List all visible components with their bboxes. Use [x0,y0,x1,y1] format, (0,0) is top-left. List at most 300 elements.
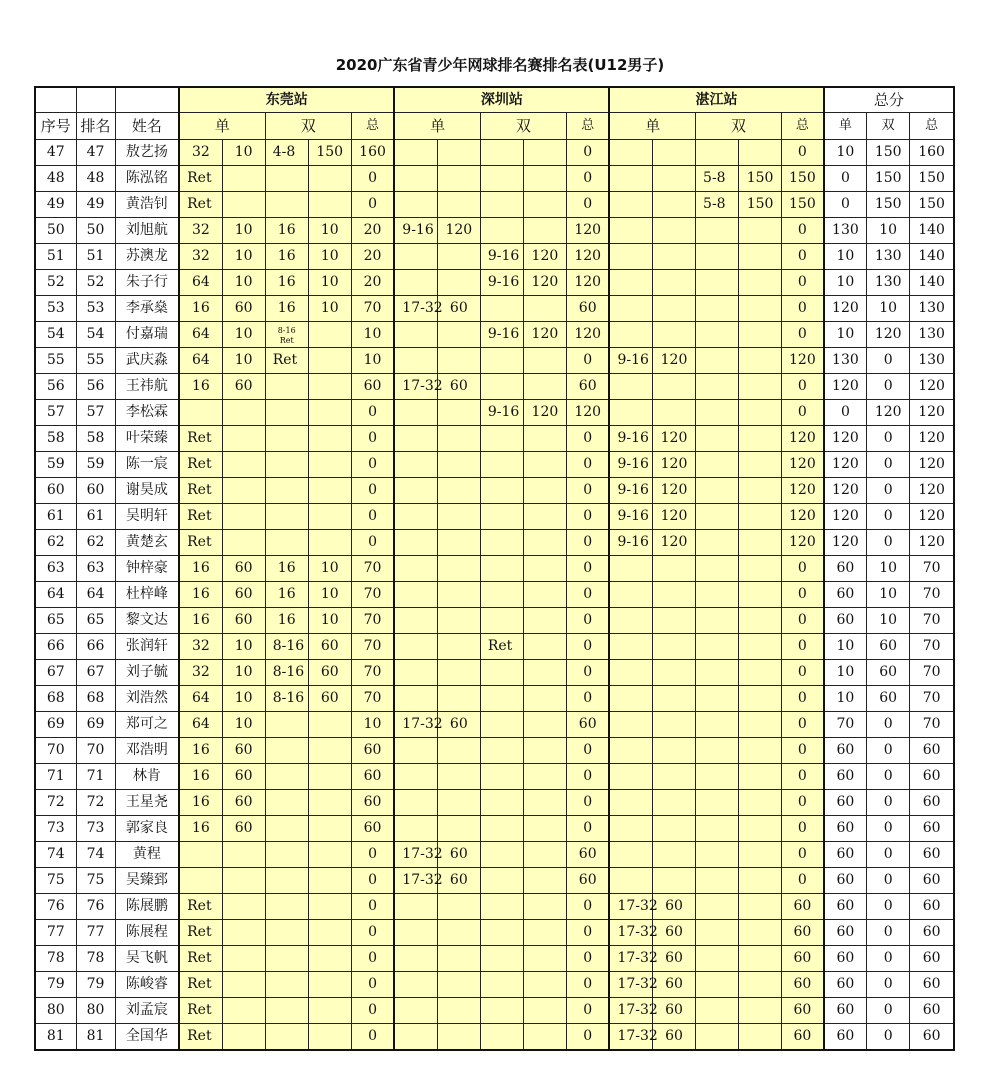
total-double-cell: 10 [867,296,910,322]
total-sum-cell: 140 [910,218,954,244]
shenzhen-single-place-cell [394,894,437,920]
dongguan-single-points-cell [222,426,265,452]
shenzhen-single-place-cell [394,504,437,530]
zhanjiang-double-points-cell [739,556,782,582]
shenzhen-single-points-cell [437,790,480,816]
zhanjiang-single-points-cell [653,660,696,686]
rank-cell: 61 [76,504,115,530]
rank-cell: 70 [76,738,115,764]
dongguan-single-points-cell: 60 [222,608,265,634]
dongguan-double-points-cell [308,946,351,972]
shenzhen-double-points-cell [523,712,566,738]
total-double-cell: 150 [867,140,910,166]
shenzhen-single-points-cell [437,738,480,764]
shenzhen-sum-cell: 0 [566,816,609,842]
dongguan-sum-cell: 0 [351,400,394,426]
dongguan-double-points-cell: 60 [308,686,351,712]
zhanjiang-double-place-cell [696,868,739,894]
total-single-cell: 130 [824,348,867,374]
shenzhen-double-place-cell [480,998,523,1024]
total-double-cell: 130 [867,270,910,296]
dongguan-double-place-cell [265,400,308,426]
table-row [35,868,954,894]
zhanjiang-single-place-cell [609,582,652,608]
zhanjiang-double-points-cell [739,738,782,764]
shenzhen-single-place-cell [394,608,437,634]
total-sum-cell: 150 [910,192,954,218]
zhanjiang-single-place-cell: 9-16 [609,504,652,530]
rank-cell: 60 [76,478,115,504]
total-single-cell: 60 [824,738,867,764]
seq-cell: 78 [35,946,76,972]
zhanjiang-sum-cell: 0 [782,712,824,738]
name-cell: 陈一宸 [115,452,179,478]
total-single-cell: 0 [824,192,867,218]
zhanjiang-double-place-cell [696,582,739,608]
total-sum-cell: 60 [910,1024,954,1051]
shenzhen-single-points-cell [437,452,480,478]
dongguan-double-points-cell: 10 [308,296,351,322]
rank-cell: 50 [76,218,115,244]
dongguan-sum-cell: 0 [351,842,394,868]
dongguan-double-points-cell: 10 [308,582,351,608]
dongguan-sum-cell: 0 [351,504,394,530]
shenzhen-sum-cell: 120 [566,322,609,348]
seq-cell: 65 [35,608,76,634]
table-row [35,790,954,816]
total-single-cell: 60 [824,894,867,920]
zhanjiang-sum-cell: 0 [782,660,824,686]
shenzhen-double-place-cell [480,972,523,998]
seq-cell: 62 [35,530,76,556]
dongguan-sum-cell: 0 [351,1024,394,1051]
dongguan-single-points-cell: 60 [222,764,265,790]
shenzhen-single-place-cell [394,764,437,790]
shenzhen-double-points-cell: 120 [523,270,566,296]
dongguan-double-place-cell: 16 [265,296,308,322]
shenzhen-double-points-cell [523,218,566,244]
total-single-cell: 0 [824,400,867,426]
name-cell: 黄程 [115,842,179,868]
shenzhen-single-place-cell [394,348,437,374]
shenzhen-single-place-cell [394,478,437,504]
table-row [35,998,954,1024]
shenzhen-single-place-cell [394,972,437,998]
table-row [35,478,954,504]
total-double-header: 双 [867,113,910,140]
dongguan-double-place-cell [265,868,308,894]
zhanjiang-single-points-cell [653,140,696,166]
dongguan-double-points-cell: 10 [308,556,351,582]
rank-cell: 51 [76,244,115,270]
shenzhen-single-place-cell [394,790,437,816]
zhanjiang-sum-cell: 60 [782,946,824,972]
rank-cell: 69 [76,712,115,738]
shenzhen-sum-cell: 0 [566,608,609,634]
dongguan-double-place-cell [265,712,308,738]
rank-cell: 75 [76,868,115,894]
table-row [35,582,954,608]
seq-header: 序号 [35,113,76,140]
shenzhen-sum-cell: 0 [566,686,609,712]
seq-cell: 76 [35,894,76,920]
seq-cell: 50 [35,218,76,244]
shenzhen-double-place-cell [480,660,523,686]
total-single-cell: 120 [824,452,867,478]
table-row [35,374,954,400]
zhanjiang-single-place-cell [609,192,652,218]
dongguan-double-place-cell [265,816,308,842]
zhanjiang-double-place-cell [696,556,739,582]
shenzhen-double-points-cell [523,738,566,764]
dongguan-single-place-cell: Ret [179,166,222,192]
dongguan-single-points-cell [222,192,265,218]
dongguan-double-place-cell: 8-16 Ret [265,322,308,348]
shenzhen-double-points-cell [523,348,566,374]
name-cell: 陈峻睿 [115,972,179,998]
name-cell: 苏澳龙 [115,244,179,270]
total-sum-cell: 150 [910,166,954,192]
zhanjiang-single-points-cell [653,270,696,296]
dongguan-single-place-cell: 16 [179,582,222,608]
zhanjiang-single-points-cell [653,556,696,582]
zhanjiang-double-place-cell: 5-8 [696,192,739,218]
dongguan-sum-cell: 0 [351,166,394,192]
total-double-cell: 0 [867,452,910,478]
seq-cell: 56 [35,374,76,400]
shenzhen-single-place-cell: 17-32 [394,374,437,400]
total-double-cell: 130 [867,244,910,270]
dongguan-sum-cell: 60 [351,764,394,790]
zhanjiang-double-points-cell [739,660,782,686]
shenzhen-double-place-cell: Ret [480,634,523,660]
zhanjiang-double-place-cell [696,530,739,556]
dongguan-single-points-cell [222,1024,265,1051]
name-cell: 朱子行 [115,270,179,296]
seq-cell: 69 [35,712,76,738]
zhanjiang-double-points-cell [739,296,782,322]
zhanjiang-single-place-cell [609,738,652,764]
header-corner-3 [115,87,179,113]
dongguan-single-place-cell: 64 [179,270,222,296]
shenzhen-double-place-cell [480,296,523,322]
zhanjiang-sum-cell: 120 [782,348,824,374]
dongguan-single-place-cell: Ret [179,972,222,998]
shenzhen-double-place-cell [480,556,523,582]
dongguan-sum-cell: 0 [351,452,394,478]
zhanjiang-single-points-cell [653,712,696,738]
shenzhen-single-place-cell [394,452,437,478]
zhanjiang-double-place-cell [696,660,739,686]
shenzhen-sum-cell: 60 [566,712,609,738]
zhanjiang-single-points-cell: 60 [653,1024,696,1051]
shenzhen-single-points-cell [437,270,480,296]
total-sum-cell: 70 [910,634,954,660]
shenzhen-sum-cell: 120 [566,218,609,244]
zhanjiang-double-place-cell [696,608,739,634]
rank-cell: 79 [76,972,115,998]
shenzhen-double-place-cell [480,374,523,400]
dongguan-sum-cell: 160 [351,140,394,166]
shenzhen-double-place-cell [480,426,523,452]
shenzhen-sum-header: 总 [566,113,609,140]
shenzhen-single-place-cell [394,166,437,192]
shenzhen-single-points-cell [437,556,480,582]
seq-cell: 58 [35,426,76,452]
zhanjiang-single-place-cell [609,218,652,244]
seq-cell: 70 [35,738,76,764]
shenzhen-double-points-cell: 120 [523,322,566,348]
dongguan-single-place-cell: Ret [179,530,222,556]
shenzhen-single-place-cell [394,946,437,972]
zhanjiang-single-points-cell: 120 [653,504,696,530]
zhanjiang-single-place-cell: 9-16 [609,478,652,504]
shenzhen-single-points-cell [437,816,480,842]
rank-cell: 52 [76,270,115,296]
header-corner-2 [76,87,115,113]
zhanjiang-double-place-cell [696,712,739,738]
zhanjiang-sum-cell: 0 [782,764,824,790]
name-cell: 陈泓铭 [115,166,179,192]
seq-cell: 79 [35,972,76,998]
zhanjiang-sum-cell: 0 [782,738,824,764]
total-single-cell: 120 [824,504,867,530]
zhanjiang-sum-cell: 0 [782,634,824,660]
zhanjiang-single-place-cell [609,296,652,322]
table-row [35,348,954,374]
total-sum-cell: 120 [910,530,954,556]
shenzhen-single-points-cell [437,660,480,686]
zhanjiang-single-points-cell: 60 [653,946,696,972]
dongguan-double-place-cell: 8-16 [265,660,308,686]
zhanjiang-double-place-cell: 5-8 [696,166,739,192]
shenzhen-single-place-cell [394,426,437,452]
shenzhen-double-place-cell [480,842,523,868]
zhanjiang-sum-header: 总 [782,113,824,140]
zhanjiang-sum-cell: 0 [782,556,824,582]
dongguan-sum-cell: 0 [351,530,394,556]
dongguan-single-points-cell [222,920,265,946]
dongguan-double-place-cell: 16 [265,244,308,270]
dongguan-single-place-cell: 64 [179,348,222,374]
zhanjiang-double-points-cell [739,946,782,972]
total-sum-cell: 140 [910,244,954,270]
dongguan-single-place-cell: 16 [179,556,222,582]
zhanjiang-single-place-cell: 9-16 [609,530,652,556]
dongguan-sum-cell: 20 [351,218,394,244]
dongguan-sum-cell: 0 [351,426,394,452]
zhanjiang-sum-cell: 0 [782,374,824,400]
zhanjiang-sum-cell: 60 [782,998,824,1024]
name-cell: 叶荣臻 [115,426,179,452]
dongguan-single-points-cell [222,530,265,556]
zhanjiang-double-points-cell [739,634,782,660]
dongguan-single-place-cell: 16 [179,608,222,634]
table-row [35,556,954,582]
seq-cell: 75 [35,868,76,894]
zhanjiang-double-points-cell [739,374,782,400]
shenzhen-sum-cell: 0 [566,556,609,582]
name-cell: 王祎航 [115,374,179,400]
rank-cell: 53 [76,296,115,322]
dongguan-double-place-cell [265,374,308,400]
name-cell: 李松霖 [115,400,179,426]
dongguan-single-points-cell: 60 [222,296,265,322]
shenzhen-double-place-cell [480,192,523,218]
total-double-cell: 0 [867,764,910,790]
zhanjiang-single-header: 单 [609,113,695,140]
shenzhen-sum-cell: 0 [566,504,609,530]
shenzhen-double-place-cell [480,868,523,894]
dongguan-double-place-cell: Ret [265,348,308,374]
total-double-cell: 0 [867,426,910,452]
dongguan-sum-cell: 70 [351,686,394,712]
shenzhen-double-points-cell [523,816,566,842]
dongguan-single-place-cell: 16 [179,764,222,790]
zhanjiang-double-place-cell [696,504,739,530]
table-row [35,946,954,972]
zhanjiang-single-points-cell: 60 [653,920,696,946]
name-cell: 刘子毓 [115,660,179,686]
total-single-cell: 10 [824,686,867,712]
dongguan-double-points-cell [308,998,351,1024]
zhanjiang-double-points-cell [739,920,782,946]
total-double-cell: 0 [867,348,910,374]
name-cell: 全国华 [115,1024,179,1051]
zhanjiang-double-points-cell [739,764,782,790]
dongguan-double-points-cell [308,842,351,868]
dongguan-single-place-cell [179,868,222,894]
zhanjiang-single-place-cell [609,374,652,400]
name-cell: 陈展程 [115,920,179,946]
shenzhen-single-place-cell [394,270,437,296]
shenzhen-double-points-cell [523,1024,566,1051]
zhanjiang-double-place-cell [696,816,739,842]
shenzhen-double-points-cell [523,556,566,582]
dongguan-double-points-cell [308,166,351,192]
rank-cell: 74 [76,842,115,868]
station-header-dongguan: 东莞站 [179,87,394,113]
total-sum-cell: 70 [910,556,954,582]
dongguan-sum-cell: 10 [351,348,394,374]
total-single-cell: 60 [824,842,867,868]
dongguan-double-points-cell: 10 [308,270,351,296]
total-double-cell: 10 [867,582,910,608]
total-sum-cell: 70 [910,660,954,686]
shenzhen-double-points-cell [523,998,566,1024]
total-double-cell: 0 [867,842,910,868]
dongguan-single-place-cell: 32 [179,244,222,270]
dongguan-single-header: 单 [179,113,265,140]
table-row [35,270,954,296]
zhanjiang-sum-cell: 60 [782,972,824,998]
dongguan-single-place-cell: 16 [179,816,222,842]
zhanjiang-sum-cell: 120 [782,530,824,556]
total-single-cell: 130 [824,218,867,244]
dongguan-sum-cell: 70 [351,660,394,686]
zhanjiang-single-points-cell [653,816,696,842]
shenzhen-single-points-cell: 60 [437,712,480,738]
zhanjiang-single-place-cell: 17-32 [609,894,652,920]
shenzhen-double-points-cell: 120 [523,244,566,270]
shenzhen-single-points-cell [437,764,480,790]
rank-cell: 67 [76,660,115,686]
dongguan-sum-cell: 60 [351,816,394,842]
zhanjiang-sum-cell: 0 [782,686,824,712]
zhanjiang-double-points-cell: 150 [739,192,782,218]
total-sum-cell: 60 [910,868,954,894]
zhanjiang-single-points-cell [653,296,696,322]
shenzhen-single-place-cell [394,530,437,556]
dongguan-single-points-cell: 10 [222,140,265,166]
zhanjiang-sum-cell: 0 [782,296,824,322]
zhanjiang-sum-cell: 0 [782,790,824,816]
dongguan-double-points-cell [308,478,351,504]
zhanjiang-double-points-cell [739,348,782,374]
shenzhen-sum-cell: 120 [566,270,609,296]
shenzhen-single-place-cell: 17-32 [394,842,437,868]
dongguan-single-place-cell: 32 [179,218,222,244]
seq-cell: 51 [35,244,76,270]
table-row [35,920,954,946]
dongguan-single-place-cell: Ret [179,1024,222,1051]
zhanjiang-double-place-cell [696,374,739,400]
total-single-cell: 60 [824,998,867,1024]
total-sum-header: 总 [910,113,954,140]
zhanjiang-double-points-cell [739,894,782,920]
dongguan-sum-cell: 0 [351,998,394,1024]
rank-cell: 72 [76,790,115,816]
table-row [35,504,954,530]
name-cell: 谢昊成 [115,478,179,504]
zhanjiang-sum-cell: 60 [782,1024,824,1051]
shenzhen-single-points-cell [437,582,480,608]
shenzhen-sum-cell: 0 [566,660,609,686]
table-row [35,608,954,634]
total-single-cell: 60 [824,972,867,998]
rank-cell: 73 [76,816,115,842]
total-single-cell: 60 [824,920,867,946]
rank-cell: 54 [76,322,115,348]
shenzhen-double-points-cell [523,920,566,946]
zhanjiang-single-place-cell [609,140,652,166]
shenzhen-single-points-cell [437,1024,480,1051]
name-cell: 吴臻郅 [115,868,179,894]
zhanjiang-single-points-cell [653,322,696,348]
total-double-cell: 0 [867,738,910,764]
zhanjiang-single-place-cell [609,868,652,894]
dongguan-double-points-cell: 60 [308,634,351,660]
dongguan-double-place-cell [265,478,308,504]
shenzhen-sum-cell: 0 [566,634,609,660]
shenzhen-double-place-cell [480,218,523,244]
shenzhen-sum-cell: 60 [566,868,609,894]
rank-cell: 59 [76,452,115,478]
shenzhen-sum-cell: 0 [566,894,609,920]
zhanjiang-single-points-cell [653,686,696,712]
total-sum-cell: 130 [910,348,954,374]
zhanjiang-double-place-cell [696,998,739,1024]
seq-cell: 48 [35,166,76,192]
total-single-cell: 0 [824,166,867,192]
seq-cell: 74 [35,842,76,868]
shenzhen-single-points-cell [437,530,480,556]
rank-cell: 58 [76,426,115,452]
zhanjiang-single-place-cell: 9-16 [609,426,652,452]
zhanjiang-double-points-cell [739,686,782,712]
dongguan-single-points-cell [222,972,265,998]
name-cell: 黎文达 [115,608,179,634]
